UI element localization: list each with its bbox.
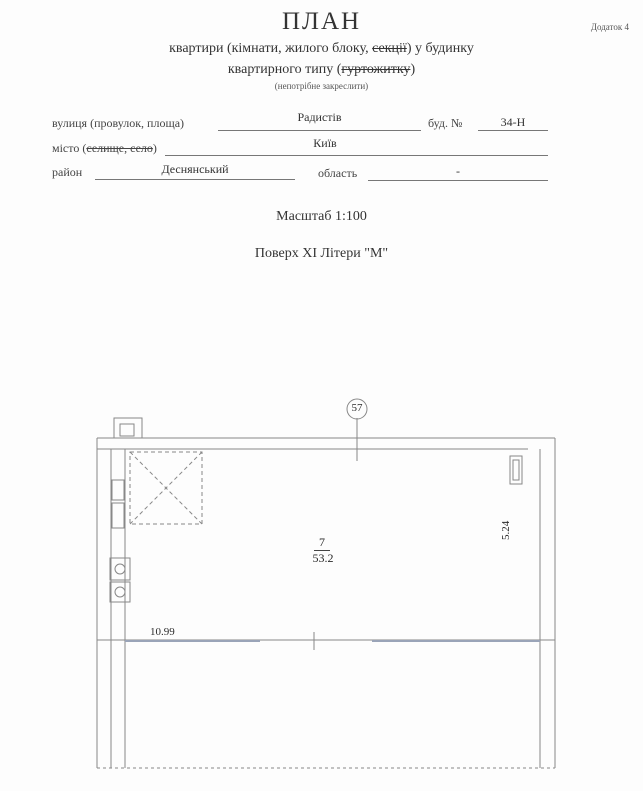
height-dimension: 5.24	[500, 520, 512, 540]
subtitle-part: ) у будинку	[406, 41, 474, 56]
city-label-part: )	[152, 141, 157, 155]
plan-notch	[114, 418, 142, 438]
vent-fixture	[115, 564, 125, 574]
width-dimension: 10.99	[150, 626, 175, 638]
building-label: буд. №	[428, 116, 463, 130]
strike-note: (непотрібне закреслити)	[274, 81, 369, 91]
subtitle-struck: секції	[372, 41, 407, 56]
building-value: 34-Н	[500, 115, 526, 129]
district-label: район	[52, 165, 83, 179]
axis-marker-label: 57	[351, 402, 363, 414]
document-title: ПЛАН	[281, 8, 362, 35]
plan-notch	[120, 424, 134, 436]
scale-label: Масштаб 1:100	[276, 209, 367, 224]
street-label: вулиця (провулок, площа)	[52, 116, 185, 130]
subtitle-part: )	[410, 62, 416, 77]
city-value: Київ	[313, 136, 337, 150]
floor-label: Поверх XI Літери "М"	[254, 246, 389, 261]
room-area: 53.2	[312, 551, 334, 565]
region-value: -	[456, 164, 460, 178]
window-fixture	[513, 460, 519, 480]
window-fixture	[112, 480, 124, 500]
street-value: Радистів	[297, 110, 342, 124]
subtitle-struck: гуртожитку	[341, 62, 411, 77]
city-label-part: місто (	[52, 141, 87, 155]
vent-fixture	[110, 582, 130, 602]
region-label: область	[318, 166, 358, 180]
annex-label: Додаток 4	[590, 22, 629, 32]
city-label-struck: селище, село	[86, 141, 153, 155]
vent-fixture	[110, 558, 130, 580]
subtitle-part: квартирного типу (	[227, 62, 342, 77]
room-number: 7	[319, 535, 325, 549]
vent-fixture	[115, 587, 125, 597]
window-fixture	[112, 503, 124, 528]
district-value: Деснянський	[161, 162, 229, 176]
subtitle-part: квартири (кімнати, жилого блоку,	[169, 41, 373, 56]
